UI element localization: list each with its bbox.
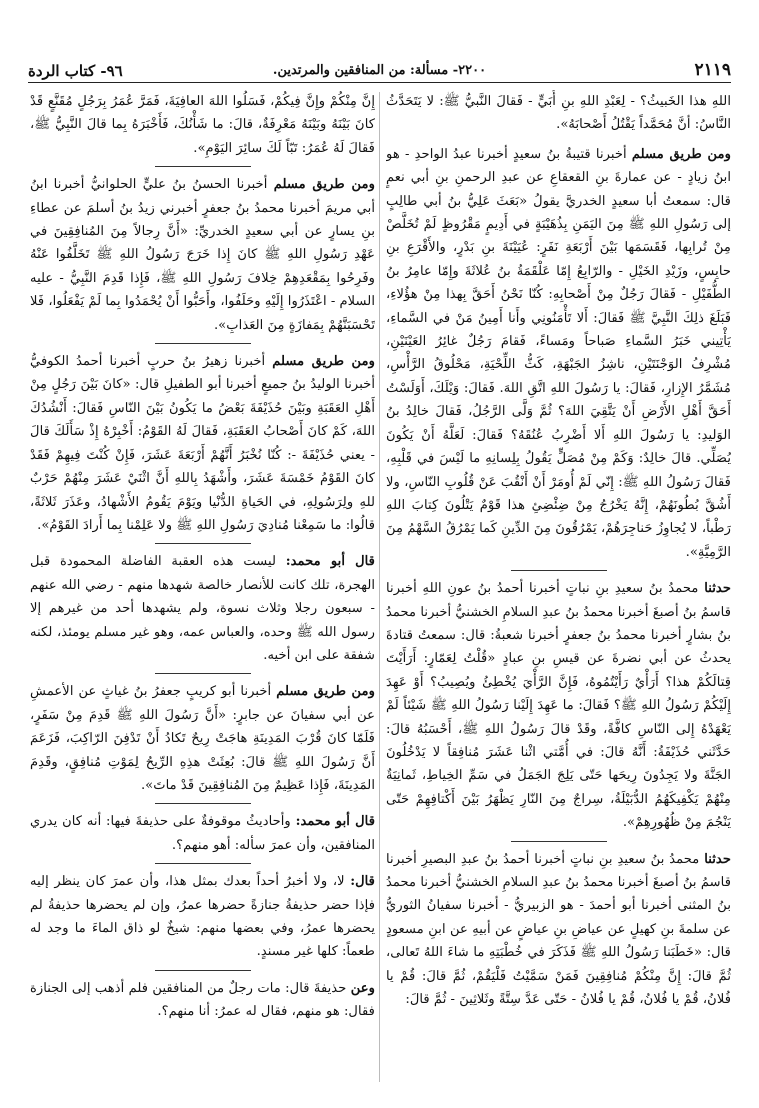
paragraph: [30, 977, 375, 1024]
paragraph-lead: ومن طريق مسلم: [273, 177, 375, 193]
paragraph: [386, 577, 731, 834]
left-column: [30, 90, 375, 1090]
paragraph-lead: ومن طريق مسلم: [276, 684, 375, 700]
paragraph-text: أخبرنا الحسنُ بنُ عليٍّ الحلوانيُّ أخبرنا ابنُ أبي مريمَ أخبرنا محمدُ بنُ جعفرٍ أخبرني زيدُ بنُ أسلمَ عن عطاءِ بنِ يسارٍ عن أبي سعيدٍ الخدريِّ: «أَنَّ رِجالاً مِنَ المُنافِقِينَ في عَهْدِ رَسُولِ اللهِ ﷺ كانَ إِذا خَرَجَ رَسُولُ اللهِ ﷺ تَخَلَّفُوا عَنْهُ وفَرِحُوا بِمَقْعَدِهِمْ خِلافَ رَسُولِ اللهِ ﷺ، فَإِذا قَدِمَ النَّبِيُّ - عليه السلام - اعْتَذَرُوا إِلَيْهِ وحَلَفُوا، وأَحَبُّوا أَنْ يُحْمَدُوا بِما لَمْ يَفْعَلُوا، فَلا تَحْسَبَنَّهُمْ بِمَفازَةٍ مِنَ العَذابِ».: [30, 177, 375, 333]
section-separator: [155, 343, 251, 344]
section-separator: [155, 673, 251, 674]
section-separator: [155, 863, 251, 864]
paragraph: [386, 848, 731, 1012]
paragraph: [30, 173, 375, 337]
paragraph-lead: قال أبو محمد:: [285, 554, 375, 570]
paragraph-text: ليست هذه العقبة الفاضلة المحمودة قبل الهجرة، تلك كانت للأنصار خالصة شهدها منهم - رضي الله عنهم - سبعون رجلا وثلاث نسوة، ولم يشهدها أحد من غيرهم إلا رسول الله ﷺ وحده، والعباس عمه، وهو غير مسلم يومئذ، لكنه شفقة على ابن أخيه.: [30, 554, 375, 663]
paragraph: [30, 550, 375, 667]
paragraph-lead: حدثنا: [704, 581, 731, 597]
column-divider: [379, 92, 380, 1082]
paragraph-lead: قال أبو محمد:: [295, 814, 375, 830]
page-number: ٢١١٩: [694, 60, 731, 80]
paragraph: [30, 90, 375, 160]
paragraph-text: أخبرنا قتيبةُ بنُ سعيدٍ أخبرنا عبدُ الواحدِ - هو ابنُ زيادٍ - عن عمارةَ بنِ القعقاعِ عن عبدِ الرحمنِ بنِ أبي نعمٍ قال: سمعتُ أبا سعيدٍ الخدريَّ يقولُ «بَعَثَ عَلِيُّ بنُ أبي طالِبٍ إلى رَسُولِ اللهِ ﷺ مِنَ اليَمَنِ بِذُهَيْبَةٍ في أَدِيمٍ مَقْرُوظٍ لَمْ تُخَلَّصْ مِنْ تُرابِها، فَقَسَمَها بَيْنَ أَرْبَعَةِ نَفَرٍ: عُيَيْنَةَ بنِ بَدْرٍ، والأَقْرَعِ بنِ حابِسٍ، وزَيْدِ الخَيْلِ - والرّابِعُ إِمّا عَلْقَمَةُ بنُ عُلاثَةَ وإِمّا عامِرُ بنُ الطُّفَيْلِ - فَقالَ رَجُلٌ مِنْ أَصْحابِهِ: كُنّا نَحْنُ أَحَقَّ بِهذا مِنْ هؤُلاءِ، فَبَلَغَ ذلِكَ النَّبِيَّ ﷺ فَقالَ: أَلا تَأْمَنُونِي وأَنا أَمِينُ مَنْ في السَّماءِ، يَأْتِيني خَبَرُ السَّماءِ صَباحاً ومَساءً، فَقامَ رَجُلٌ غائِرُ العَيْنَيْنِ، مُشْرِفُ الوَجْنَتَيْنِ، ناشِزُ الجَبْهَةِ، كَثُّ اللِّحْيَةِ، مَحْلُوقُ الرَّأْسِ، مُشَمَّرُ الإِزارِ، فَقالَ: يا رَسُولَ اللهِ اتَّقِ اللهَ. فَقالَ: وَيْلَكَ، أَوَلَسْتُ أَحَقَّ أَهْلِ الأَرْضِ أَنْ يَتَّقِيَ اللهَ؟ ثُمَّ وَلَّى الرَّجُلُ، فَقالَ خالِدُ بنُ الوَليدِ: يا رَسُولَ اللهِ أَلا أَضْرِبُ عُنُقَهُ؟ فَقالَ: لَعَلَّهُ أَنْ يَكُونَ يُصَلِّي. قالَ خالِدٌ: وَكَمْ مِنْ مُصَلٍّ يَقُولُ بِلِسانِهِ ما لَيْسَ في قَلْبِهِ، فَقالَ رَسُولُ اللهِ ﷺ: إِنّي لَمْ أُومَرْ أَنْ أَنْقُبَ عَنْ قُلُوبِ النّاسِ، ولا أَشُقَّ بُطُونَهُمْ، إِنَّهُ يَخْرُجُ مِنْ ضِئْضِئِ هذا قَوْمٌ يَتْلُونَ كِتابَ اللهِ رَطْباً، لا يُجاوِزُ حَناجِرَهُمْ، يَمْرُقُونَ مِنَ الدِّينِ كَما يَمْرُقُ السَّهْمُ مِنَ الرَّمِيَّةِ».: [386, 146, 731, 560]
paragraph-text: محمدُ بنُ سعيدِ بنِ نباتٍ أخبرنا أحمدُ بنُ عبدِ البصيرِ أخبرنا قاسمُ بنُ أصبغَ أخبرنا محمدُ بنُ عبدِ السلامِ الخشنيُّ أخبرنا محمدُ بنُ المثنى أخبرنا أبو أحمدَ - هو الزبيريُّ - أخبرنا سفيانُ الثوريُّ عن سلمةَ بنِ كهيلٍ عن عياضِ بنِ عياضٍ عن أبيهِ عن ابنِ مسعودٍ قال: «خَطَبَنا رَسُولُ اللهِ ﷺ فَذَكَرَ في خُطْبَتِهِ ما شاءَ اللهُ تَعالى، ثُمَّ قالَ: إِنَّ مِنْكُمْ مُنافِقِينَ فَمَنْ سَمَّيْتُ فَلْيَقُمْ، ثُمَّ قالَ: قُمْ يا فُلانُ، قُمْ يا فُلانُ، قُمْ يا فُلانُ - حَتّى عَدَّ سِتَّةً وثَلاثِينَ - ثُمَّ قالَ:: [386, 851, 731, 1008]
paragraph-text: محمدُ بنُ سعيدِ بنِ نباتٍ أخبرنا أحمدُ بنُ عونِ اللهِ أخبرنا قاسمُ بنُ أصبغَ أخبرنا محمدُ بنُ عبدِ السلامِ الخشنيُّ أخبرنا محمدُ بنُ بشارٍ أخبرنا محمدُ بنُ جعفرٍ أخبرنا شعبةُ: قال: سمعتُ قتادةَ يحدثُ عن أبي نضرةَ عن قيسِ بنِ عبادٍ «قُلْتُ لِعَمّارٍ: أَرَأَيْتَ قِتالَكُمْ هذا؟ أَرَأْيٌ رَأَيْتُمُوهُ، فَإِنَّ الرَّأْيَ يُخْطِئُ ويُصِيبُ؟ أَوْ عَهِدَ إِلَيْكُمْ رَسُولُ اللهِ ﷺ؟ فَقالَ: ما عَهِدَ إِلَيْنا رَسُولُ اللهِ ﷺ شَيْئاً لَمْ يَعْهَدْهُ إِلى النّاسِ كافَّةً، وقَدْ قالَ رَسُولُ اللهِ ﷺ، أَحْسَبُهُ قالَ: حَدَّثَني حُذَيْفَةُ: أَنَّهُ قالَ: في أُمَّتي اثْنا عَشَرَ مُنافِقاً لا يَدْخُلُونَ الجَنَّةَ ولا يَجِدُونَ رِيحَها حَتّى يَلِجَ الجَمَلُ في سَمِّ الخِياطِ، ثَمانِيَةٌ مِنْهُمْ يَكْفِيكَهُمُ الدُّبَيْلَةُ، سِراجٌ مِنَ النّارِ يَظْهَرُ بَيْنَ أَكْتافِهِمْ حَتّى يَنْجُمَ مِنْ ظُهُورِهِمْ».: [386, 581, 731, 831]
section-separator: [155, 803, 251, 804]
paragraph-lead: وعن: [350, 980, 375, 996]
paragraph-lead: قال:: [350, 874, 375, 890]
paragraph-lead: ومن طريق مسلم: [272, 354, 375, 370]
paragraph-text: أخبرنا زهيرُ بنُ حربٍ أخبرنا أحمدُ الكوفيُّ أخبرنا الوليدُ بنُ جميعٍ أخبرنا أبو الطفيلِ قال: «كانَ بَيْنَ رَجُلٍ مِنْ أَهْلِ العَقَبَةِ وبَيْنَ حُذَيْفَةَ بَعْضُ ما يَكُونُ بَيْنَ النّاسِ فَقالَ: أَنْشُدُكَ اللهَ، كَمْ كانَ أَصْحابُ العَقَبَةِ، فَقالَ لَهُ القَوْمُ: أَخْبِرْهُ إِذْ سَأَلَكَ قالَ - يعني حُذَيْفَةَ -: كُنّا نُخْبَرُ أَنَّهُمْ أَرْبَعَةَ عَشَرَ، فَإِنْ كُنْتَ فِيهِمْ فَقَدْ كانَ القَوْمُ خَمْسَةَ عَشَرَ، وأَشْهَدُ بِاللهِ أَنَّ اثْنَيْ عَشَرَ مِنْهُمْ حَرْبٌ للهِ ولِرَسُولِهِ، في الحَياةِ الدُّنْيا ويَوْمَ يَقُومُ الأَشْهادُ، وعَذَرَ ثَلاثَةً، قالُوا: ما سَمِعْنا مُنادِيَ رَسُولِ اللهِ ﷺ ولا عَلِمْنا بِما أَرادَ القَوْمُ».: [30, 354, 375, 533]
section-separator: [511, 841, 607, 842]
section-separator: [511, 570, 607, 571]
paragraph-text: اللهِ هذا الخَبيثُ؟ - لِعَبْدِ اللهِ بنِ أُبَيٍّ - فَقالَ النَّبيُّ ﷺ: لا يَتَحَدَّثُ النَّاسُ: أنَّ مُحَمَّداً يَقْتُلُ أَصْحابَهُ».: [386, 94, 731, 133]
paragraph-text: وأحاديثُ موقوفةٌ على حذيفةَ فيها: أنه كان يدري المنافقين، وأن عمرَ سأله: أهو منهم؟.: [30, 814, 375, 853]
paragraph-text: لا، ولا أخبرُ أحداً بعدك بمثل هذا، وأن عمرَ كان ينظر إليه فإذا حضر حذيفةُ جنازةً حضرها عمرُ، وإن لم يحضرها حذيفةُ لم يحضرها عمرُ، وفي بعضها منهم: شيخٌ لو ذاق الماءَ ما وجد له طعماً: كلها غير مسندٍ.: [30, 874, 375, 960]
paragraph: [30, 350, 375, 537]
right-column: [386, 90, 731, 1090]
paragraph-text: إِنَّ مِنْكُمْ وإِنَّ فِيكُمْ، فَسَلُوا اللهَ العافِيَةَ، فَمَرَّ عُمَرُ بِرَجُلٍ مُقَنَّعٍ قَدْ كانَ بَيْنَهُ وبَيْنَهُ مَعْرِفَةٌ، قالَ: ما شَأْنُكَ، فَأَخْبَرَهُ بِما قالَ النَّبِيُّ ﷺ، فَقالَ لَهُ عُمَرُ: تَبّاً لَكَ سائِرَ اليَوْمِ».: [30, 94, 375, 156]
paragraph-lead: حدثنا: [704, 851, 731, 867]
chapter-title: ٢٢٠٠- مسألة: من المنافقين والمرتدين.: [272, 63, 487, 78]
page-header: [28, 54, 731, 80]
header-rule: [28, 82, 731, 83]
paragraph-text: أخبرنا أبو كريبٍ جعفرُ بنُ غياثٍ عن الأعمشِ عن أبي سفيانَ عن جابرٍ: «أَنَّ رَسُولَ اللهِ ﷺ قَدِمَ مِنْ سَفَرٍ، فَلَمّا كانَ قُرْبَ المَدِينَةِ هاجَتْ رِيحٌ تَكادُ أَنْ تَدْفِنَ الرّاكِبَ، فَزَعَمَ أَنَّ رَسُولَ اللهِ ﷺ قالَ: بُعِثَتْ هذِهِ الرِّيحُ لِمَوْتِ مُنافِقٍ، وقَدِمَ المَدِينَةَ، فَإِذا عَظِيمٌ مِنَ المُنافِقِينَ قَدْ ماتَ».: [30, 684, 375, 793]
paragraph-text: حذيفةَ قال: مات رجلٌ من المنافقين فلم أذهب إلى الجنازة فقال: هو منهم، فقال له عمرُ: أنا منهم؟.: [30, 980, 375, 1020]
section-separator: [155, 970, 251, 971]
book-title: ٩٦- كتاب الردة: [28, 62, 123, 80]
paragraph-lead: ومن طريق مسلم: [631, 146, 731, 162]
section-separator: [155, 166, 251, 167]
paragraph: [30, 680, 375, 797]
section-separator: [155, 543, 251, 544]
paragraph: [30, 810, 375, 857]
paragraph: [386, 90, 731, 137]
paragraph: [30, 870, 375, 964]
paragraph: [386, 143, 731, 564]
